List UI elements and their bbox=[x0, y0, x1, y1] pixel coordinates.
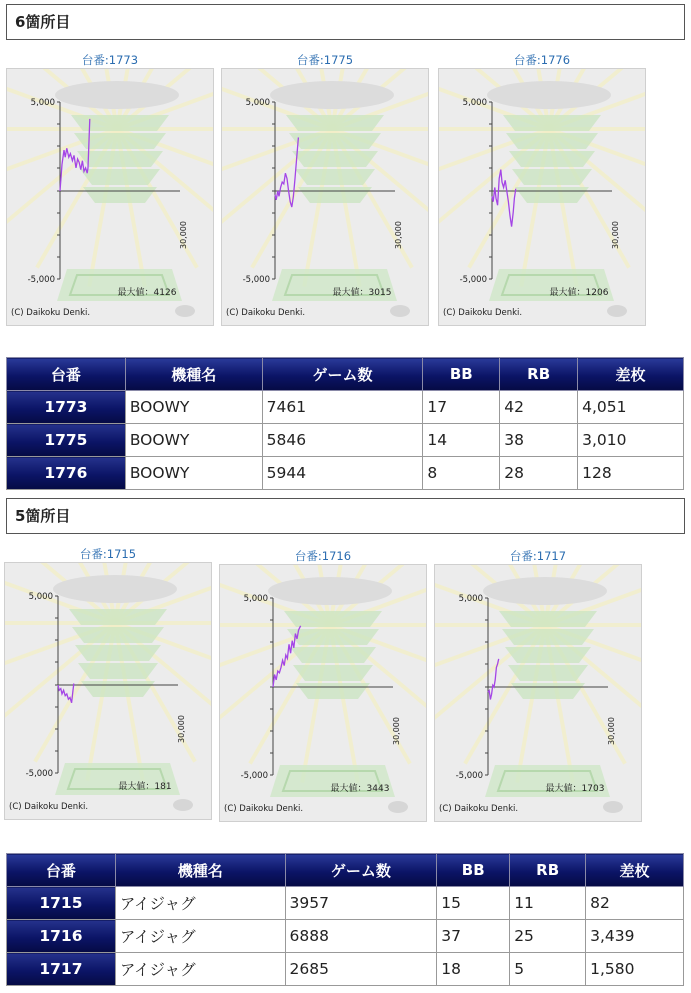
cell-rb: 28 bbox=[500, 457, 578, 490]
cell-diff: 128 bbox=[578, 457, 684, 490]
background-disc bbox=[390, 305, 410, 317]
background-tier bbox=[296, 683, 370, 699]
max-value-label: 最大値：3015 bbox=[332, 288, 392, 298]
graph-frame bbox=[438, 68, 646, 326]
background-tier bbox=[78, 663, 158, 679]
cell-diff: 1,580 bbox=[586, 953, 684, 986]
background-tier bbox=[290, 647, 376, 663]
background-tier bbox=[502, 629, 594, 645]
x-tick-label-end: 30,000 bbox=[394, 221, 403, 249]
max-value-label: 最大値：181 bbox=[118, 782, 172, 792]
cell-number: 1775 bbox=[7, 424, 126, 457]
copyright-label: (C) Daikoku Denki. bbox=[439, 804, 519, 814]
y-tick-label-bottom: -5,000 bbox=[25, 769, 53, 779]
background-tier bbox=[293, 665, 373, 681]
cell-number: 1776 bbox=[7, 457, 126, 490]
section-header-6: 6箇所目 bbox=[6, 4, 685, 40]
background-tier bbox=[77, 151, 163, 167]
y-tick-label-top: 5,000 bbox=[462, 98, 487, 108]
col-header-number: 台番 bbox=[7, 358, 126, 391]
graph-svg bbox=[220, 565, 426, 821]
graph-frame bbox=[6, 68, 214, 326]
series-line bbox=[58, 684, 74, 703]
background-dome bbox=[268, 577, 392, 605]
x-tick-label-end: 30,000 bbox=[177, 715, 186, 743]
graph-title: 台番:1776 bbox=[513, 53, 571, 67]
background-tier bbox=[83, 187, 157, 203]
x-tick-label-end: 30,000 bbox=[392, 717, 401, 745]
background-tier bbox=[289, 133, 381, 149]
cell-games: 5846 bbox=[262, 424, 423, 457]
background-tier bbox=[287, 629, 379, 645]
graph-frame bbox=[4, 562, 212, 820]
max-value-label: 最大値：1703 bbox=[545, 784, 605, 794]
background-dome bbox=[270, 81, 394, 109]
cell-games: 7461 bbox=[262, 391, 423, 424]
graph-frame bbox=[434, 564, 642, 822]
copyright-label: (C) Daikoku Denki. bbox=[226, 308, 306, 318]
y-tick-label-bottom: -5,000 bbox=[455, 771, 483, 781]
background-dome bbox=[483, 577, 607, 605]
table-header-row bbox=[7, 854, 684, 887]
col-header-rb: RB bbox=[510, 854, 586, 887]
table-row bbox=[7, 920, 684, 953]
graph-svg bbox=[435, 565, 641, 821]
x-tick-label-end: 30,000 bbox=[607, 717, 616, 745]
copyright-label: (C) Daikoku Denki. bbox=[224, 804, 304, 814]
cell-rb: 5 bbox=[510, 953, 586, 986]
y-tick-label-bottom: -5,000 bbox=[242, 275, 270, 285]
cell-bb: 8 bbox=[423, 457, 500, 490]
cell-model: BOOWY bbox=[125, 391, 262, 424]
section-header-5: 5箇所目 bbox=[6, 498, 685, 534]
background-tier bbox=[511, 683, 585, 699]
cell-number: 1716 bbox=[7, 920, 116, 953]
cell-rb: 25 bbox=[510, 920, 586, 953]
cell-bb: 37 bbox=[437, 920, 510, 953]
cell-rb: 38 bbox=[500, 424, 578, 457]
background-disc bbox=[607, 305, 627, 317]
background-tier bbox=[81, 681, 155, 697]
copyright-label: (C) Daikoku Denki. bbox=[9, 802, 89, 812]
background-tier bbox=[506, 133, 598, 149]
background-dome bbox=[53, 575, 177, 603]
y-tick-label-top: 5,000 bbox=[243, 594, 268, 604]
col-header-diff: 差枚 bbox=[586, 854, 684, 887]
cell-model: アイジャグ bbox=[115, 953, 285, 986]
cell-games: 3957 bbox=[285, 887, 437, 920]
y-tick-label-top: 5,000 bbox=[30, 98, 55, 108]
col-header-diff: 差枚 bbox=[578, 358, 684, 391]
background-tier bbox=[292, 151, 378, 167]
col-header-model: 機種名 bbox=[125, 358, 262, 391]
cell-number: 1773 bbox=[7, 391, 126, 424]
graph-frame bbox=[219, 564, 427, 822]
cell-games: 5944 bbox=[262, 457, 423, 490]
background-tier bbox=[295, 169, 375, 185]
col-header-bb: BB bbox=[423, 358, 500, 391]
col-header-number: 台番 bbox=[7, 854, 116, 887]
table-header-row bbox=[7, 358, 684, 391]
background-disc bbox=[175, 305, 195, 317]
graph-svg bbox=[222, 69, 428, 325]
graph-title: 台番:1717 bbox=[509, 549, 567, 563]
cell-number: 1717 bbox=[7, 953, 116, 986]
col-header-bb: BB bbox=[437, 854, 510, 887]
table-row bbox=[7, 953, 684, 986]
background-disc bbox=[388, 801, 408, 813]
background-tier bbox=[505, 647, 591, 663]
series-line bbox=[488, 659, 499, 700]
y-tick-label-top: 5,000 bbox=[245, 98, 270, 108]
cell-bb: 17 bbox=[423, 391, 500, 424]
series-line bbox=[273, 626, 301, 687]
cell-model: アイジャグ bbox=[115, 920, 285, 953]
graph-title: 台番:1775 bbox=[296, 53, 354, 67]
background-tier bbox=[509, 151, 595, 167]
background-tier bbox=[508, 665, 588, 681]
background-tier bbox=[499, 611, 597, 627]
cell-bb: 18 bbox=[437, 953, 510, 986]
y-tick-label-bottom: -5,000 bbox=[27, 275, 55, 285]
max-value-label: 最大値：4126 bbox=[117, 288, 177, 298]
x-tick-label-end: 30,000 bbox=[179, 221, 188, 249]
background-tier bbox=[515, 187, 589, 203]
background-dome bbox=[55, 81, 179, 109]
background-tier bbox=[69, 609, 167, 625]
data-table-5 bbox=[6, 853, 684, 986]
background-tier bbox=[503, 115, 601, 131]
copyright-label: (C) Daikoku Denki. bbox=[11, 308, 91, 318]
graph-title: 台番:1716 bbox=[294, 549, 352, 563]
cell-rb: 11 bbox=[510, 887, 586, 920]
graph-svg bbox=[5, 563, 211, 819]
background-disc bbox=[173, 799, 193, 811]
background-tier bbox=[75, 645, 161, 661]
data-table-6 bbox=[6, 357, 684, 490]
copyright-label: (C) Daikoku Denki. bbox=[443, 308, 523, 318]
x-tick-label-end: 30,000 bbox=[611, 221, 620, 249]
table-row bbox=[7, 457, 684, 490]
background-tier bbox=[286, 115, 384, 131]
y-tick-label-top: 5,000 bbox=[28, 592, 53, 602]
cell-bb: 15 bbox=[437, 887, 510, 920]
background-tier bbox=[71, 115, 169, 131]
col-header-rb: RB bbox=[500, 358, 578, 391]
background-tier bbox=[284, 611, 382, 627]
cell-games: 2685 bbox=[285, 953, 437, 986]
graph-frame bbox=[221, 68, 429, 326]
col-header-games: ゲーム数 bbox=[262, 358, 423, 391]
y-tick-label-bottom: -5,000 bbox=[459, 275, 487, 285]
max-value-label: 最大値：3443 bbox=[330, 784, 390, 794]
cell-games: 6888 bbox=[285, 920, 437, 953]
background-tier bbox=[298, 187, 372, 203]
col-header-games: ゲーム数 bbox=[285, 854, 437, 887]
cell-number: 1715 bbox=[7, 887, 116, 920]
background-tier bbox=[80, 169, 160, 185]
graph-svg bbox=[7, 69, 213, 325]
cell-diff: 3,439 bbox=[586, 920, 684, 953]
graph-title: 台番:1715 bbox=[79, 547, 137, 561]
table-row bbox=[7, 887, 684, 920]
table-row bbox=[7, 391, 684, 424]
table-row bbox=[7, 424, 684, 457]
background-disc bbox=[603, 801, 623, 813]
background-tier bbox=[72, 627, 164, 643]
cell-model: BOOWY bbox=[125, 424, 262, 457]
y-tick-label-top: 5,000 bbox=[458, 594, 483, 604]
graph-title: 台番:1773 bbox=[81, 53, 139, 67]
cell-bb: 14 bbox=[423, 424, 500, 457]
graph-svg bbox=[439, 69, 645, 325]
cell-rb: 42 bbox=[500, 391, 578, 424]
background-tier bbox=[512, 169, 592, 185]
background-tier bbox=[74, 133, 166, 149]
cell-model: アイジャグ bbox=[115, 887, 285, 920]
cell-diff: 82 bbox=[586, 887, 684, 920]
cell-diff: 3,010 bbox=[578, 424, 684, 457]
background-dome bbox=[487, 81, 611, 109]
max-value-label: 最大値：1206 bbox=[549, 288, 609, 298]
y-tick-label-bottom: -5,000 bbox=[240, 771, 268, 781]
col-header-model: 機種名 bbox=[115, 854, 285, 887]
cell-diff: 4,051 bbox=[578, 391, 684, 424]
cell-model: BOOWY bbox=[125, 457, 262, 490]
